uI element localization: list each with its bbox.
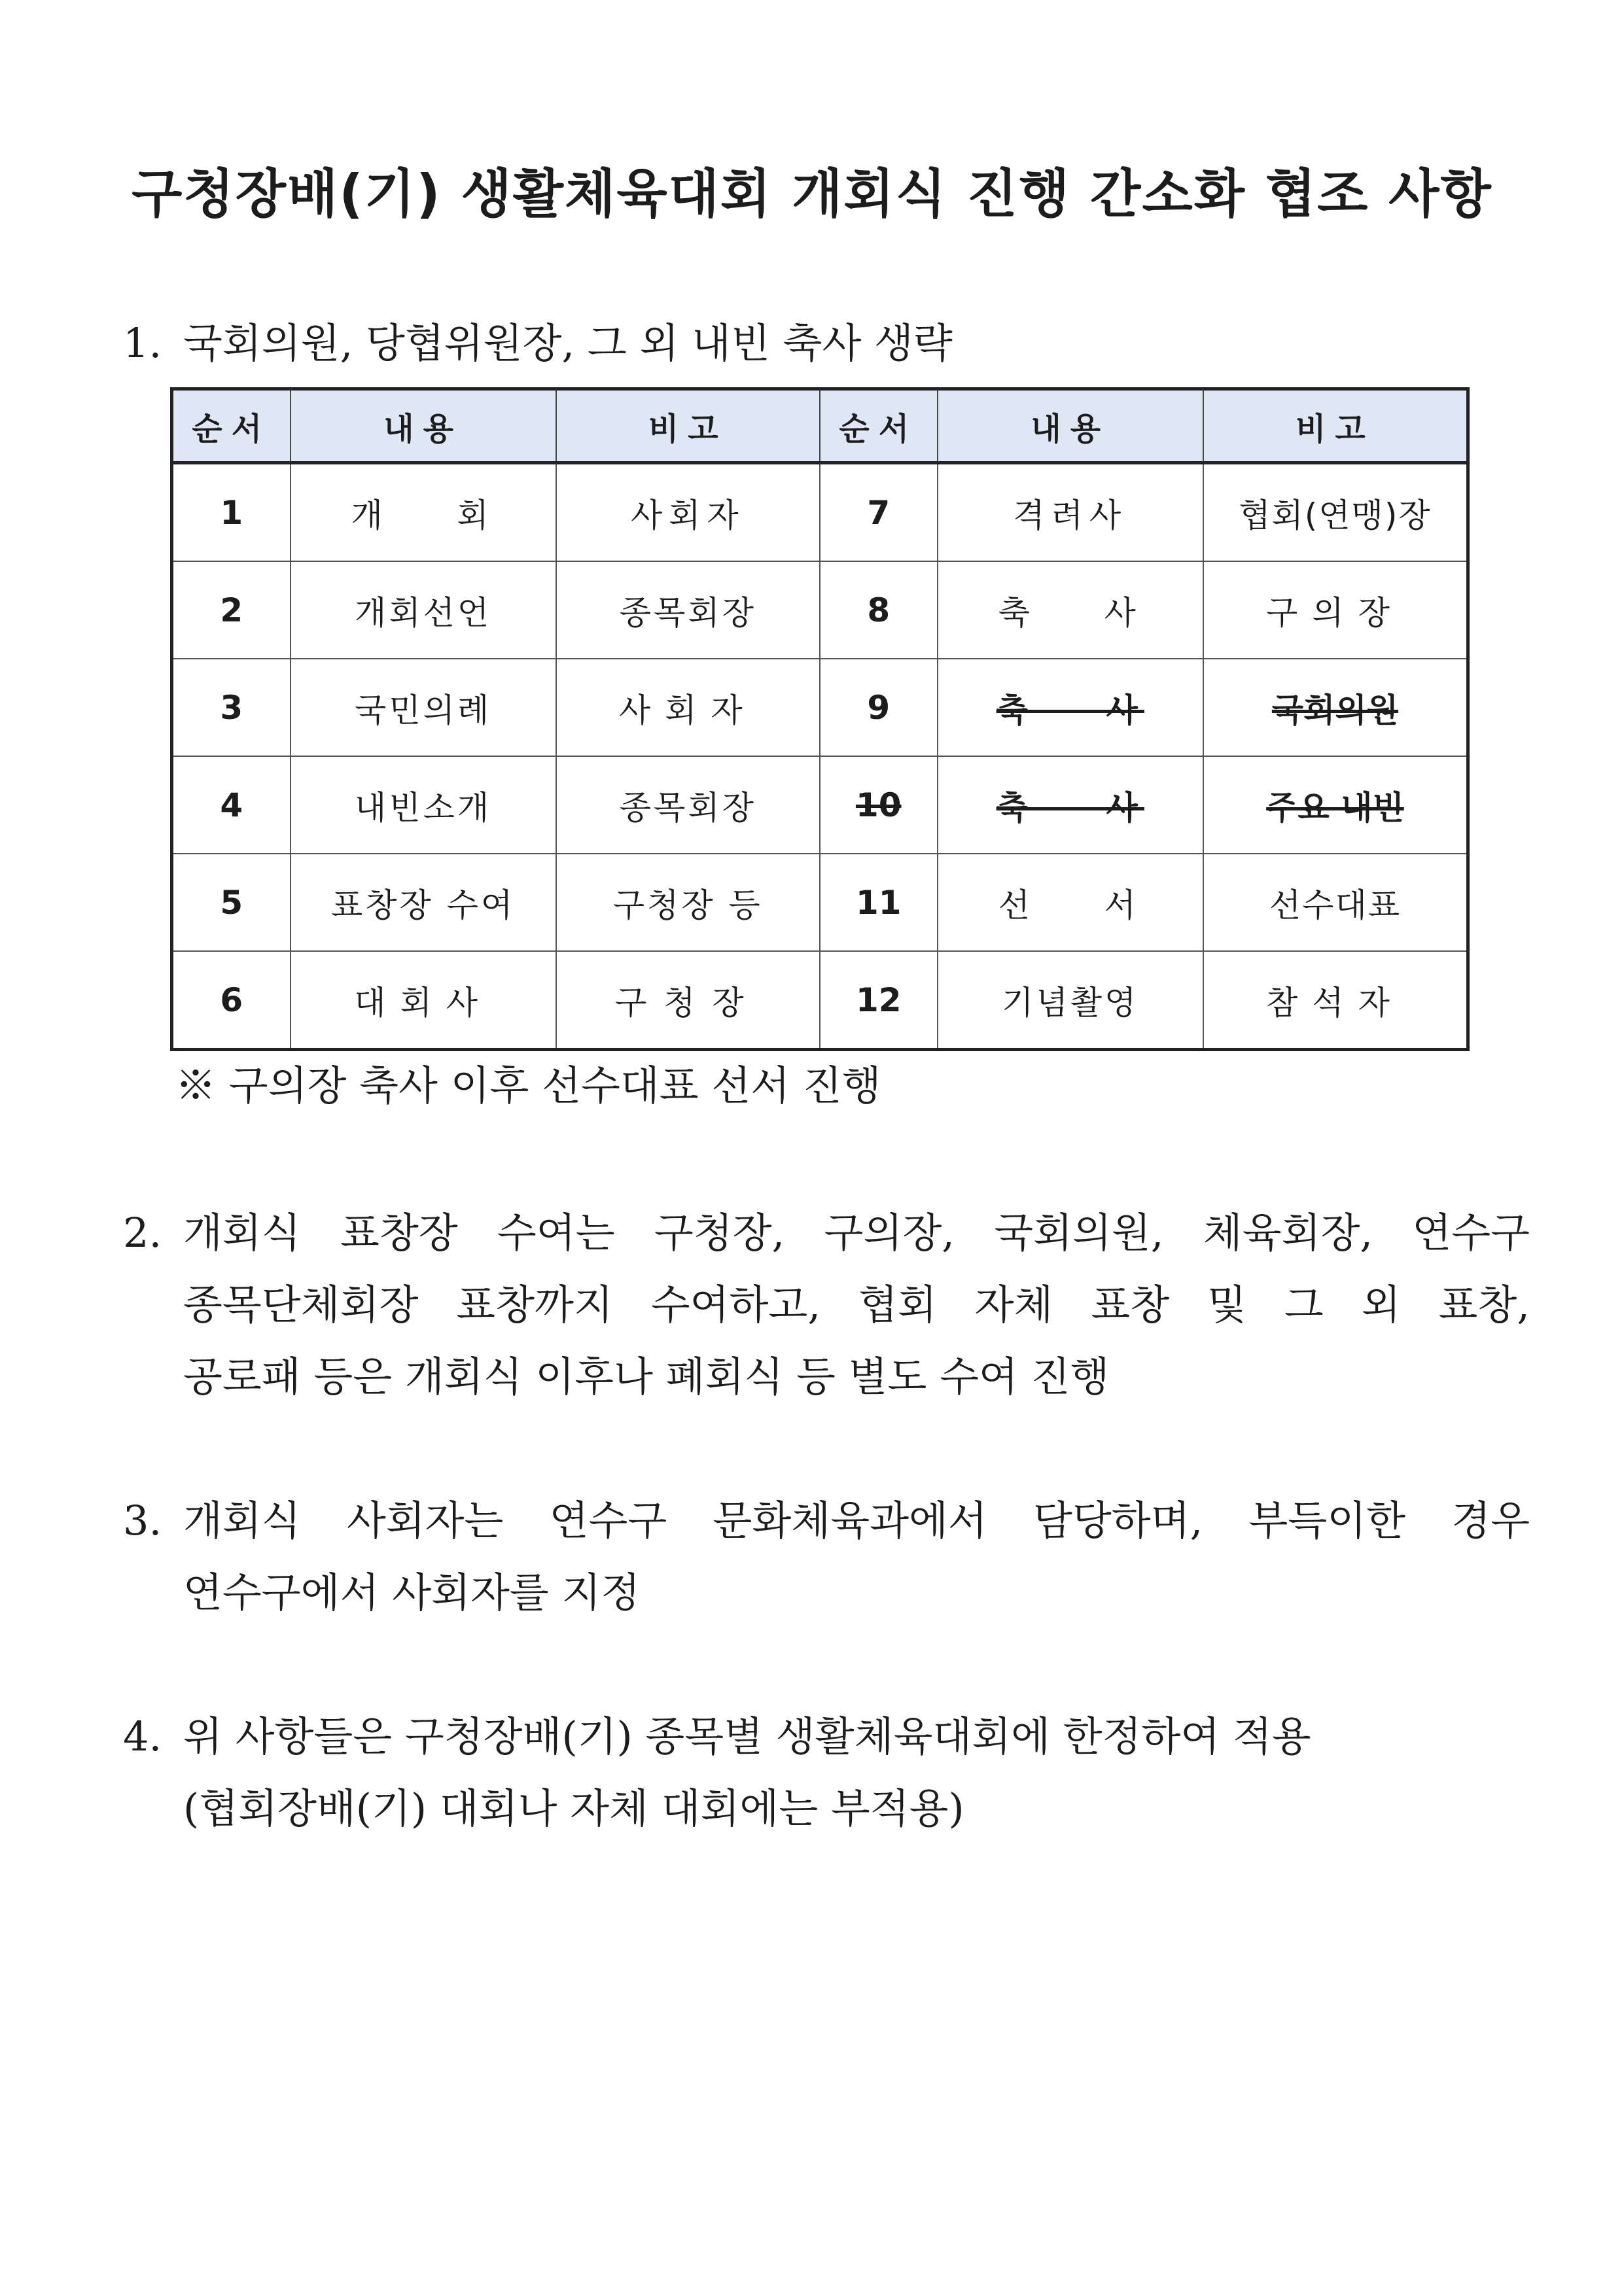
header-content-right: 내용 bbox=[938, 389, 1203, 463]
ceremony-order-table bbox=[170, 387, 1470, 1051]
table-row bbox=[172, 659, 1468, 756]
table-row bbox=[172, 854, 1468, 951]
section-3 bbox=[123, 1485, 1530, 1629]
note-cell: 사회자 bbox=[556, 659, 820, 756]
order-cell-struck bbox=[820, 756, 938, 854]
order-cell: 8 bbox=[820, 561, 938, 659]
order-cell: 12 bbox=[820, 951, 938, 1050]
section-1 bbox=[123, 307, 1530, 379]
document-title: 구청장배(기) 생활체육대회 개회식 진행 간소화 협조 사항 bbox=[132, 164, 1492, 224]
content-cell: 격려사 bbox=[938, 463, 1203, 562]
header-order-left: 순서 bbox=[172, 389, 291, 463]
content-cell: 표창장 수여 bbox=[291, 854, 556, 951]
order-cell: 5 bbox=[172, 854, 291, 951]
table-row bbox=[172, 756, 1468, 854]
content-cell: 개 회 bbox=[291, 463, 556, 562]
note-cell: 구의장 bbox=[1203, 561, 1468, 659]
table-note: ※ 구의장 축사 이후 선수대표 선서 진행 bbox=[175, 1062, 881, 1109]
order-cell: 3 bbox=[172, 659, 291, 756]
order-cell: 2 bbox=[172, 561, 291, 659]
note-cell: 구청장 bbox=[556, 951, 820, 1050]
struck-text: 축 사 bbox=[996, 788, 1144, 827]
content-cell: 대회사 bbox=[291, 951, 556, 1050]
section-3-line-1: 개회식 사회자는 연수구 문화체육과에서 담당하며, 부득이한 경우 bbox=[183, 1497, 1530, 1544]
content-cell: 기념촬영 bbox=[938, 951, 1203, 1050]
section-2-line-3: 공로패 등은 개회식 이후나 폐회식 등 별도 수여 진행 bbox=[183, 1353, 1110, 1400]
note-cell: 구청장 등 bbox=[556, 854, 820, 951]
note-cell: 사회자 bbox=[556, 463, 820, 562]
section-4 bbox=[123, 1701, 1530, 1845]
order-cell: 1 bbox=[172, 463, 291, 562]
section-4-line-2: (협회장배(기) 대회나 자체 대회에는 부적용) bbox=[183, 1784, 964, 1832]
header-content-left: 내용 bbox=[291, 389, 556, 463]
section-3-line-2: 연수구에서 사회자를 지정 bbox=[183, 1569, 641, 1616]
order-cell: 4 bbox=[172, 756, 291, 854]
note-cell: 종목회장 bbox=[556, 561, 820, 659]
header-note-left: 비고 bbox=[556, 389, 820, 463]
struck-number: 10 bbox=[855, 786, 902, 824]
section-1-text: 국회의원, 당협위원장, 그 외 내빈 축사 생략 bbox=[183, 319, 953, 367]
content-cell: 선 서 bbox=[938, 854, 1203, 951]
table-row bbox=[172, 561, 1468, 659]
table-row bbox=[172, 951, 1468, 1050]
order-cell: 9 bbox=[820, 659, 938, 756]
section-2-line-2: 종목단체회장 표창까지 수여하고, 협회 자체 표창 및 그 외 표창, bbox=[183, 1281, 1530, 1329]
order-cell: 7 bbox=[820, 463, 938, 562]
content-cell-struck bbox=[938, 659, 1203, 756]
order-cell: 6 bbox=[172, 951, 291, 1050]
note-cell: 협회(연맹)장 bbox=[1203, 463, 1468, 562]
section-3-number: 3. bbox=[123, 1497, 162, 1544]
note-cell: 선수대표 bbox=[1203, 854, 1468, 951]
content-cell: 개회선언 bbox=[291, 561, 556, 659]
table-header-row bbox=[172, 389, 1468, 463]
section-1-number: 1. bbox=[123, 319, 162, 367]
struck-text: 축 사 bbox=[996, 691, 1144, 729]
note-cell-struck bbox=[1203, 756, 1468, 854]
note-cell: 참석자 bbox=[1203, 951, 1468, 1050]
struck-text: 주요 내빈 bbox=[1266, 788, 1404, 827]
section-2-line-1: 개회식 표창장 수여는 구청장, 구의장, 국회의원, 체육회장, 연수구 bbox=[183, 1209, 1530, 1257]
table-row bbox=[172, 463, 1468, 562]
section-2 bbox=[123, 1197, 1530, 1413]
content-cell: 축 사 bbox=[938, 561, 1203, 659]
section-4-number: 4. bbox=[123, 1713, 162, 1760]
content-cell: 국민의례 bbox=[291, 659, 556, 756]
section-4-line-1: 위 사항들은 구청장배(기) 종목별 생활체육대회에 한정하여 적용 bbox=[183, 1713, 1311, 1760]
note-cell-struck bbox=[1203, 659, 1468, 756]
struck-text: 국회의원 bbox=[1271, 691, 1399, 729]
order-cell: 11 bbox=[820, 854, 938, 951]
header-order-right: 순서 bbox=[820, 389, 938, 463]
content-cell: 내빈소개 bbox=[291, 756, 556, 854]
section-2-number: 2. bbox=[123, 1209, 162, 1257]
header-note-right: 비고 bbox=[1203, 389, 1468, 463]
content-cell-struck bbox=[938, 756, 1203, 854]
note-cell: 종목회장 bbox=[556, 756, 820, 854]
